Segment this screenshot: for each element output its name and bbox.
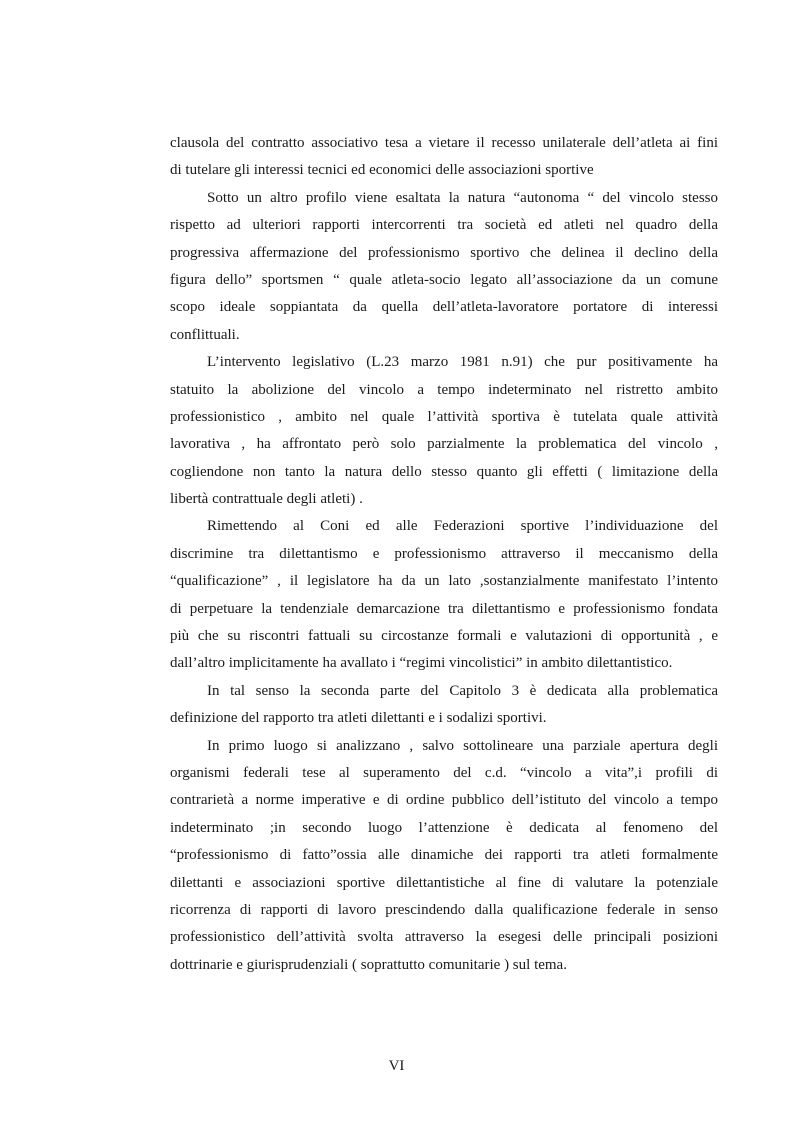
- text-line: Rimettendo al Coni ed alle Federazioni sportive l’individuazione del: [207, 518, 718, 535]
- text-line: professionistico , ambito nel quale l’attività sportiva è tutelata quale attività: [170, 408, 718, 425]
- text-line: di perpetuare la tendenziale demarcazione tra dilettantismo e professionismo fondata: [170, 600, 718, 617]
- text-line: statuito la abolizione del vincolo a tempo indeterminato nel ristretto ambito: [170, 381, 718, 398]
- text-line: In primo luogo si analizzano , salvo sottolineare una parziale apertura degli: [207, 737, 718, 754]
- text-line: di tutelare gli interessi tecnici ed economici delle associazioni sportive: [170, 162, 594, 179]
- text-line: L’intervento legislativo (L.23 marzo 1981 n.91) che pur positivamente ha: [207, 354, 718, 371]
- body-text: [170, 130, 718, 979]
- text-line: discrimine tra dilettantismo e professionismo attraverso il meccanismo della: [170, 545, 718, 562]
- text-line: libertà contrattuale degli atleti) .: [170, 491, 363, 508]
- text-line: clausola del contratto associativo tesa a vietare il recesso unilaterale dell’atleta ai fini: [170, 135, 718, 151]
- text-line: dottrinarie e giurisprudenziali ( soprattutto comunitarie ) sul tema.: [170, 956, 567, 973]
- text-line: indeterminato ;in secondo luogo l’attenzione è dedicata al fenomeno del: [170, 819, 718, 836]
- text-line: scopo ideale soppiantata da quella dell’atleta-lavoratore portatore di interessi: [170, 299, 718, 316]
- text-line: contrarietà a norme imperative e di ordine pubblico dell’istituto del vincolo a tempo: [170, 792, 718, 809]
- text-line: Sotto un altro profilo viene esaltata la natura “autonoma “ del vincolo stesso: [207, 189, 718, 206]
- text-line: più che su riscontri fattuali su circostanze formali e valutazioni di opportunità , e: [170, 628, 718, 645]
- text-line: dall’altro implicitamente ha avallato i “regimi vincolistici” in ambito dilettantistico.: [170, 655, 673, 672]
- text-line: figura dello” sportsmen “ quale atleta-socio legato all’associazione da un comune: [170, 271, 718, 288]
- text-line: In tal senso la seconda parte del Capitolo 3 è dedicata alla problematica: [207, 682, 718, 699]
- text-line: professionistico dell’attività svolta attraverso la esegesi delle principali posizioni: [170, 929, 718, 946]
- text-line: cogliendone non tanto la natura dello stesso quanto gli effetti ( limitazione della: [170, 463, 718, 480]
- text-line: “qualificazione” , il legislatore ha da un lato ,sostanzialmente manifestato l’intento: [170, 573, 718, 590]
- text-line: dilettanti e associazioni sportive dilettantistiche al fine di valutare la potenziale: [170, 874, 718, 891]
- text-line: definizione del rapporto tra atleti dilettanti e i sodalizi sportivi.: [170, 710, 547, 727]
- text-line: ricorrenza di rapporti di lavoro prescindendo dalla qualificazione federale in senso: [170, 901, 718, 918]
- page-number: VI: [388, 1058, 405, 1074]
- text-line: rispetto ad ulteriori rapporti intercorrenti tra società ed atleti nel quadro della: [170, 217, 718, 234]
- text-line: progressiva affermazione del professionismo sportivo che delinea il declino della: [170, 244, 718, 261]
- text-line: organismi federali tese al superamento del c.d. “vincolo a vita”,i profili di: [170, 764, 718, 781]
- text-line: lavorativa , ha affrontato però solo parzialmente la problematica del vincolo ,: [170, 436, 718, 453]
- text-line: conflittuali.: [170, 326, 240, 343]
- text-line: “professionismo di fatto”ossia alle dinamiche dei rapporti tra atleti formalmente: [170, 847, 718, 864]
